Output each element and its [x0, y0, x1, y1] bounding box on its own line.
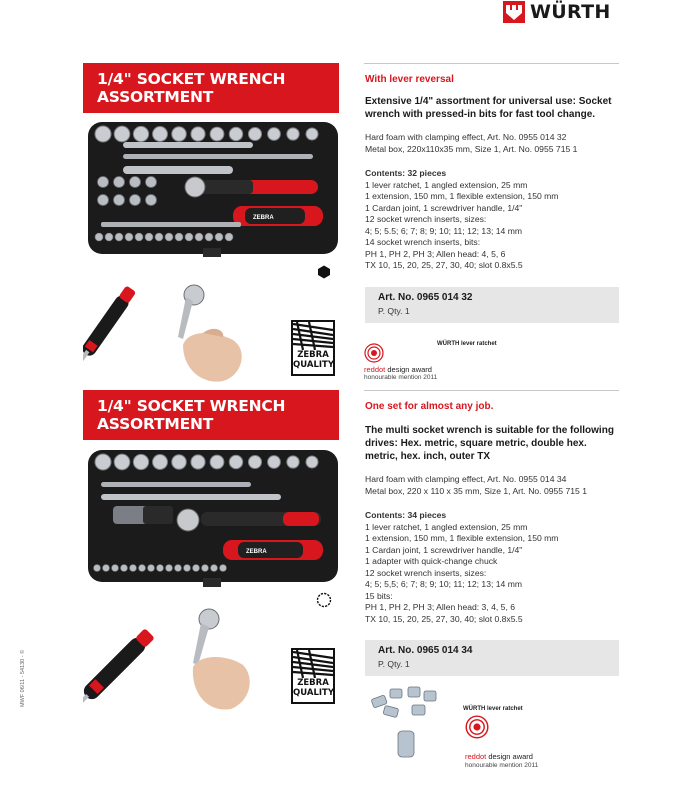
socket-insert: [114, 454, 130, 470]
socket-insert: [268, 456, 281, 469]
socket-insert: [95, 233, 103, 241]
zebra-stripes-icon: [293, 322, 333, 350]
zebra-label-1: ZEBRA: [297, 350, 329, 360]
contents-item: 12 socket wrench inserts, sizes:: [365, 567, 487, 578]
socket-insert: [191, 127, 205, 141]
socket-insert: [114, 126, 130, 142]
socket-insert: [229, 127, 242, 140]
section-2-handle-label: ZEBRA: [246, 549, 267, 555]
section-2-ratchet-in-hand-image: [83, 605, 268, 715]
contents-item: PH 1, PH 2, PH 3; Allen head: 3, 4, 5, 6: [365, 602, 516, 612]
contents-item: 1 lever ratchet, 1 angled extension, 25 mm: [365, 179, 528, 190]
socket-insert: [95, 126, 111, 142]
header-rule: [364, 63, 619, 64]
socket-insert: [166, 565, 173, 572]
socket-insert: [172, 455, 187, 470]
section-1-p-qty: P. Qty. 1: [378, 306, 410, 316]
socket-insert: [210, 455, 224, 469]
section-1-award-caption: WÜRTH lever ratchet: [437, 341, 497, 347]
socket-insert: [153, 127, 168, 142]
socket-insert: [215, 233, 223, 241]
section-1-reddot-sub: honourable mention 2011: [364, 374, 438, 381]
double-hex-drive-icon: [316, 592, 332, 608]
socket-insert: [94, 565, 101, 572]
section-2-title-line1: 1/4" SOCKET WRENCH: [97, 397, 286, 415]
socket-insert: [114, 177, 125, 188]
socket-insert: [133, 126, 148, 141]
socket-insert: [130, 565, 137, 572]
zebra-label-2: QUALITY: [293, 688, 334, 698]
socket-insert: [306, 128, 318, 140]
socket-insert: [157, 565, 164, 572]
socket-insert: [148, 565, 155, 572]
socket-insert: [191, 455, 205, 469]
socket-insert: [125, 233, 133, 241]
socket-insert: [98, 195, 109, 206]
contents-item: 1 Cardan joint, 1 screwdriver handle, 1/4": [365, 544, 523, 555]
socket-insert: [165, 233, 173, 241]
socket-insert: [133, 454, 148, 469]
wurth-logo-icon: [503, 1, 525, 23]
section-1-article-box: [365, 287, 619, 323]
reddot-icon: [364, 343, 384, 363]
section-2-specs: [365, 474, 620, 497]
contents-item: 1 extension, 150 mm, 1 flexible extension, 150 mm: [365, 533, 559, 543]
socket-insert: [202, 565, 209, 572]
section-2-contents-heading: Contents: 34 pieces: [365, 510, 447, 520]
socket-insert: [114, 195, 125, 206]
socket-insert: [153, 455, 168, 470]
socket-insert: [130, 177, 141, 188]
socket-insert: [95, 454, 111, 470]
section-2-reddot-title: [465, 752, 533, 761]
socket-insert: [175, 565, 182, 572]
contents-item: 1 extension, 150 mm, 1 flexible extension, 150 mm: [365, 191, 559, 201]
contents-item: 1 adapter with quick-change chuck: [365, 556, 498, 566]
reddot-brand: reddot: [465, 752, 487, 761]
contents-item: TX 10, 15, 20, 25, 27, 30, 40; slot 0.8x5.5: [365, 260, 523, 270]
contents-item: 12 socket wrench inserts, sizes:: [365, 214, 487, 224]
section-1-contents-heading: Contents: 32 pieces: [365, 168, 447, 178]
section-2-lead: The multi socket wrench is suitable for the following drives: Hex. metric, square metric, double hex. metric, hex. inch, outer TX: [365, 425, 614, 462]
socket-insert: [121, 565, 128, 572]
section-1-specs: [365, 132, 620, 155]
zebra-label-1: ZEBRA: [297, 678, 329, 688]
section-2-bits-image: [368, 685, 448, 765]
contents-item: 1 Cardan joint, 1 screwdriver handle, 1/4": [365, 202, 523, 213]
section-1-reddot-title: [364, 365, 432, 374]
section-1-foam: Hard foam with clamping effect, Art. No. 0955 014 32: [365, 132, 567, 142]
section-2-contents: [365, 510, 620, 625]
section-2-title-line2: ASSORTMENT: [97, 415, 214, 433]
reddot-brand: reddot: [364, 365, 386, 374]
section-1-ratchet-in-hand-image: [83, 275, 268, 385]
contents-item: 15 bits:: [365, 590, 393, 601]
socket-insert: [172, 127, 187, 142]
reddot-award: design award: [486, 752, 533, 761]
socket-insert: [98, 177, 109, 188]
section-1-product-case-image: [83, 120, 345, 262]
section-1-title-line2: ASSORTMENT: [97, 88, 214, 106]
socket-insert: [287, 128, 299, 140]
socket-insert: [175, 233, 183, 241]
socket-insert: [105, 233, 113, 241]
section-1-metal-box: Metal box, 220x110x35 mm, Size 1, Art. No. 0955 715 1: [365, 143, 578, 154]
socket-insert: [248, 127, 261, 140]
socket-insert: [211, 565, 218, 572]
section-2-foam: Hard foam with clamping effect, Art. No. 0955 014 34: [365, 474, 567, 484]
contents-item: 4; 5; 5.5; 6; 7; 8; 9; 10; 11; 12; 13; 14 mm: [365, 225, 523, 236]
contents-item: 4; 5; 5,5; 6; 7; 8; 9; 10; 11; 12; 13; 14 mm: [365, 579, 523, 589]
zebra-quality-icon: [291, 648, 335, 704]
section-2-award-caption: WÜRTH lever ratchet: [463, 706, 523, 712]
zebra-label-2: QUALITY: [293, 360, 334, 370]
socket-insert: [145, 233, 153, 241]
zebra-quality-icon: [291, 320, 335, 376]
socket-insert: [135, 233, 143, 241]
section-2-product-case-image: [83, 448, 345, 588]
section-divider: [364, 390, 619, 391]
section-2-article-box: [365, 640, 619, 676]
socket-insert: [225, 233, 233, 241]
socket-insert: [112, 565, 119, 572]
reddot-icon: [465, 715, 489, 739]
contents-item: 1 lever ratchet, 1 angled extension, 25 mm: [365, 521, 528, 532]
socket-insert: [306, 456, 318, 468]
side-note: MWF 06/11 - 54130 - ©: [20, 649, 26, 707]
zebra-stripes-icon: [293, 650, 333, 678]
section-1-title: [83, 63, 339, 113]
section-2-reddot-sub: honourable mention 2011: [465, 762, 539, 769]
socket-insert: [195, 233, 203, 241]
contents-item: TX 10, 15, 20, 25, 27, 30, 40; slot 0.8x5.5: [365, 613, 523, 624]
section-2-art-no: Art. No. 0965 014 34: [378, 645, 473, 656]
reddot-award: design award: [385, 365, 432, 374]
section-2-subtitle: One set for almost any job.: [365, 401, 494, 412]
socket-insert: [139, 565, 146, 572]
section-2-title: [83, 390, 339, 440]
brand-name: WÜRTH: [530, 1, 611, 23]
section-1-art-no: Art. No. 0965 014 32: [378, 292, 473, 303]
section-1-subtitle: With lever reversal: [365, 74, 454, 85]
section-1-lead: Extensive 1/4" assortment for universal use: Socket wrench with pressed-in bits for fast tool change.: [365, 96, 612, 120]
socket-insert: [103, 565, 110, 572]
socket-insert: [155, 233, 163, 241]
socket-insert: [210, 127, 224, 141]
section-2-p-qty: P. Qty. 1: [378, 659, 410, 669]
socket-insert: [268, 128, 281, 141]
section-2-metal-box: Metal box, 220 x 110 x 35 mm, Size 1, Art. No. 0955 715 1: [365, 485, 587, 496]
socket-insert: [146, 177, 157, 188]
socket-insert: [287, 456, 299, 468]
section-1-contents: [365, 168, 620, 272]
hexagon-drive-icon: [317, 265, 331, 279]
socket-insert: [130, 195, 141, 206]
socket-insert: [248, 455, 261, 468]
contents-item: 14 socket wrench inserts, bits:: [365, 237, 481, 247]
section-1-title-line1: 1/4" SOCKET WRENCH: [97, 70, 286, 88]
socket-insert: [220, 565, 227, 572]
socket-insert: [184, 565, 191, 572]
section-1-handle-label: ZEBRA: [253, 215, 274, 221]
socket-insert: [229, 455, 242, 468]
socket-insert: [115, 233, 123, 241]
socket-insert: [185, 233, 193, 241]
wurth-logo: [503, 0, 621, 24]
socket-insert: [146, 195, 157, 206]
contents-item: PH 1, PH 2, PH 3; Allen head: 4, 5, 6: [365, 248, 506, 259]
socket-insert: [193, 565, 200, 572]
socket-insert: [205, 233, 213, 241]
